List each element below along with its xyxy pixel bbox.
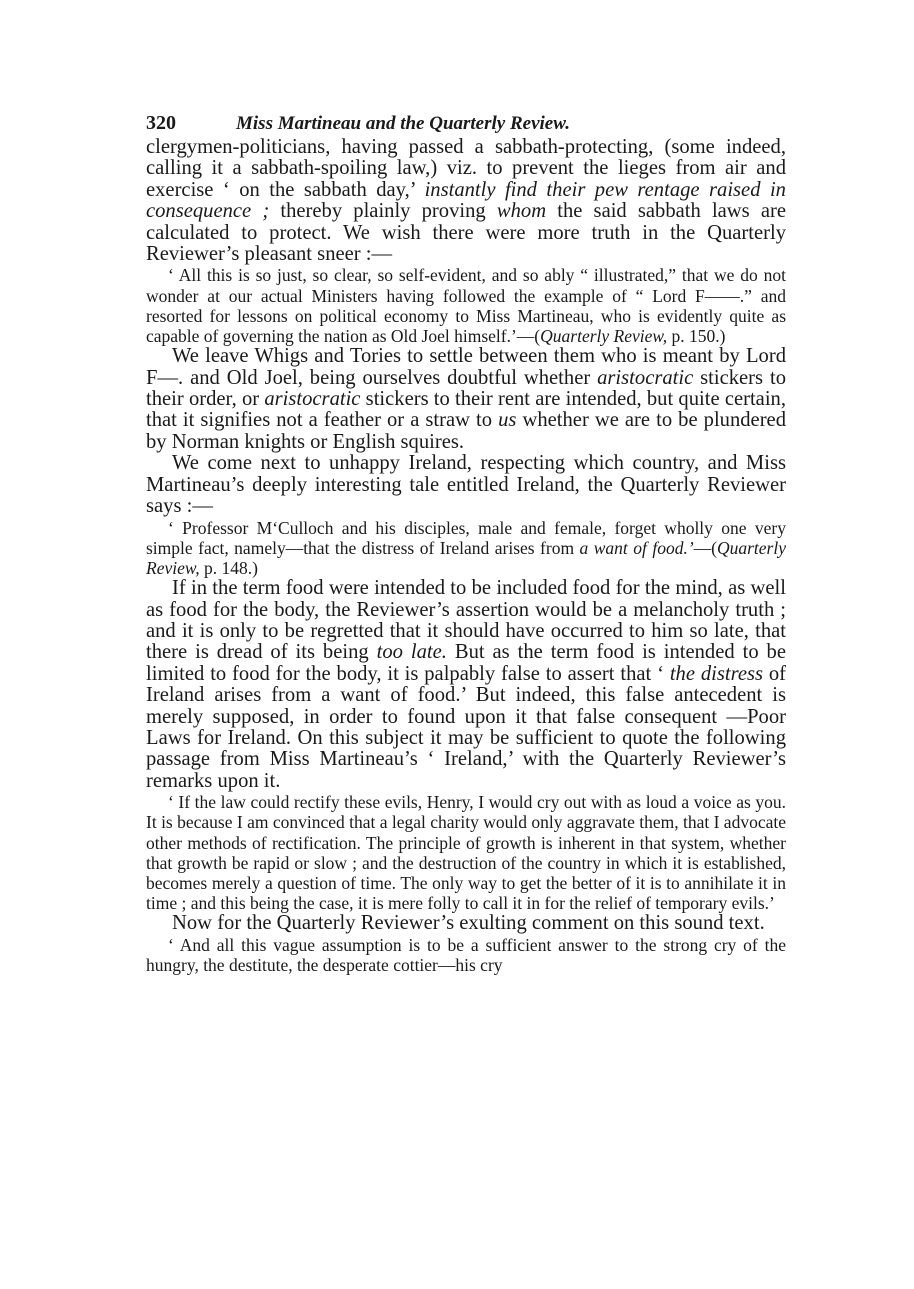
text-body (146, 137, 786, 975)
text-run: whether we are to be plundered by Norman knights or English squires. (146, 409, 786, 453)
italic-text: instantly find their pew rentage raised (424, 178, 761, 201)
running-head (146, 112, 786, 135)
block-quote (146, 518, 786, 579)
body-paragraph (146, 453, 786, 517)
italic-text: a want of food.’ (579, 537, 694, 558)
block-quote (146, 792, 786, 913)
block-quote (146, 935, 786, 975)
italic-text: Quarterly Review, (146, 537, 787, 578)
text-run: stickers to their rent are intended, but quite certain, that it signifies not a feather or a straw to (146, 388, 786, 432)
text-run: ‘ Professor M‘Culloch and his disciples, male and female, forget wholly one very simple fact, namely—that the distress of Ireland arises from (146, 517, 786, 558)
text-run: But as the term food is intended to be limited to food for the body, it is palpably false to assert that ‘ (146, 641, 786, 685)
body-paragraph (146, 137, 786, 265)
italic-text: Quarterly Review, (540, 326, 668, 347)
italic-text: the distress (669, 662, 763, 685)
body-paragraph (146, 578, 786, 792)
text-run: stickers to their order, or (146, 366, 786, 411)
text-run: clergymen-politicians, having passed a sabbath-protecting, (some indeed, calling it a sabbath-spoiling law,) viz. to prevent the lieges from air and exercise ‘ on the sabbath day,’ (146, 136, 786, 201)
text-run: —( (693, 537, 717, 558)
page-number: 320 (146, 112, 176, 134)
text-run: the said sabbath laws are calculated to protect. We wish there were more truth in the Quarterly Reviewer’s pleasant sneer :— (146, 200, 786, 266)
body-paragraph (146, 346, 786, 453)
block-quote (146, 265, 786, 346)
italic-text: aristocratic (264, 388, 361, 411)
text-run: ‘ If the law could rectify these evils, Henry, I would cry out with as loud a voice as you. It is because I am convinced that a legal charity would only aggravate them, that I advocate other methods of rectification. The principle of growth is inherent in that system, whether that growth be rapid or slow ; and the destruction of the country in which it is established, becomes merely a question of time. The only way to get the better of it is to annihilate it in time ; and this being the case, it is mere folly to call it in for the relief of temporary evils.’ (146, 792, 786, 914)
text-run: ‘ And all this vague assumption is to be a sufficient answer to the strong cry of the hungry, the destitute, the desperate cottier—his cry (146, 934, 786, 975)
text-run: We come next to unhappy Ireland, respecting which country, and Miss Martineau’s deeply interesting tale entitled Ireland, the Quarterly Reviewer says :— (146, 452, 786, 518)
text-run: of Ireland arises from a want of food.’ But indeed, this false antecedent is merely supposed, in order to found upon it that false consequent —Poor Laws for Ireland. On this subject it may be sufficient to quote the following passage from Miss Martineau’s ‘ Ireland,’ with the Quarterly Reviewer’s remarks upon it. (146, 662, 787, 792)
running-title: Miss Martineau and the Quarterly Review. (236, 113, 570, 134)
text-run: p. 150.) (667, 326, 726, 347)
body-paragraph (146, 913, 786, 934)
text-run: p. 148.) (199, 557, 258, 578)
text-run: We leave Whigs and Tories to settle between them who is meant by Lord F—. and Old Joel, being ourselves doubtful whether (146, 345, 786, 389)
text-run: Now for the Quarterly Reviewer’s exulting comment on this sound text. (172, 912, 765, 935)
text-run: ‘ All this is so just, so clear, so self-evident, and so ably “ illustrated,” that we do not wonder at our actual Ministers having followed the example of “ Lord F——.” and resorted for lessons on political economy to Miss Martineau, who is evidently quite as capable of governing the nation as Old Joel himself.’—( (146, 265, 786, 347)
italic-text: whom (496, 200, 547, 223)
text-run: If in the term food were intended to be included food for the mind, as well as food for the body, the Reviewer’s assertion would be a melancholy truth ; and it is only to be regretted that it should have occurred to him so late, that there is dread of its being (146, 577, 786, 664)
italic-text: too late. (376, 641, 447, 664)
text-run (761, 179, 770, 201)
italic-text: aristocratic (597, 366, 694, 389)
text-run: thereby plainly proving (269, 200, 497, 223)
italic-text: in consequence ; (146, 178, 786, 223)
italic-text: us (498, 409, 517, 432)
